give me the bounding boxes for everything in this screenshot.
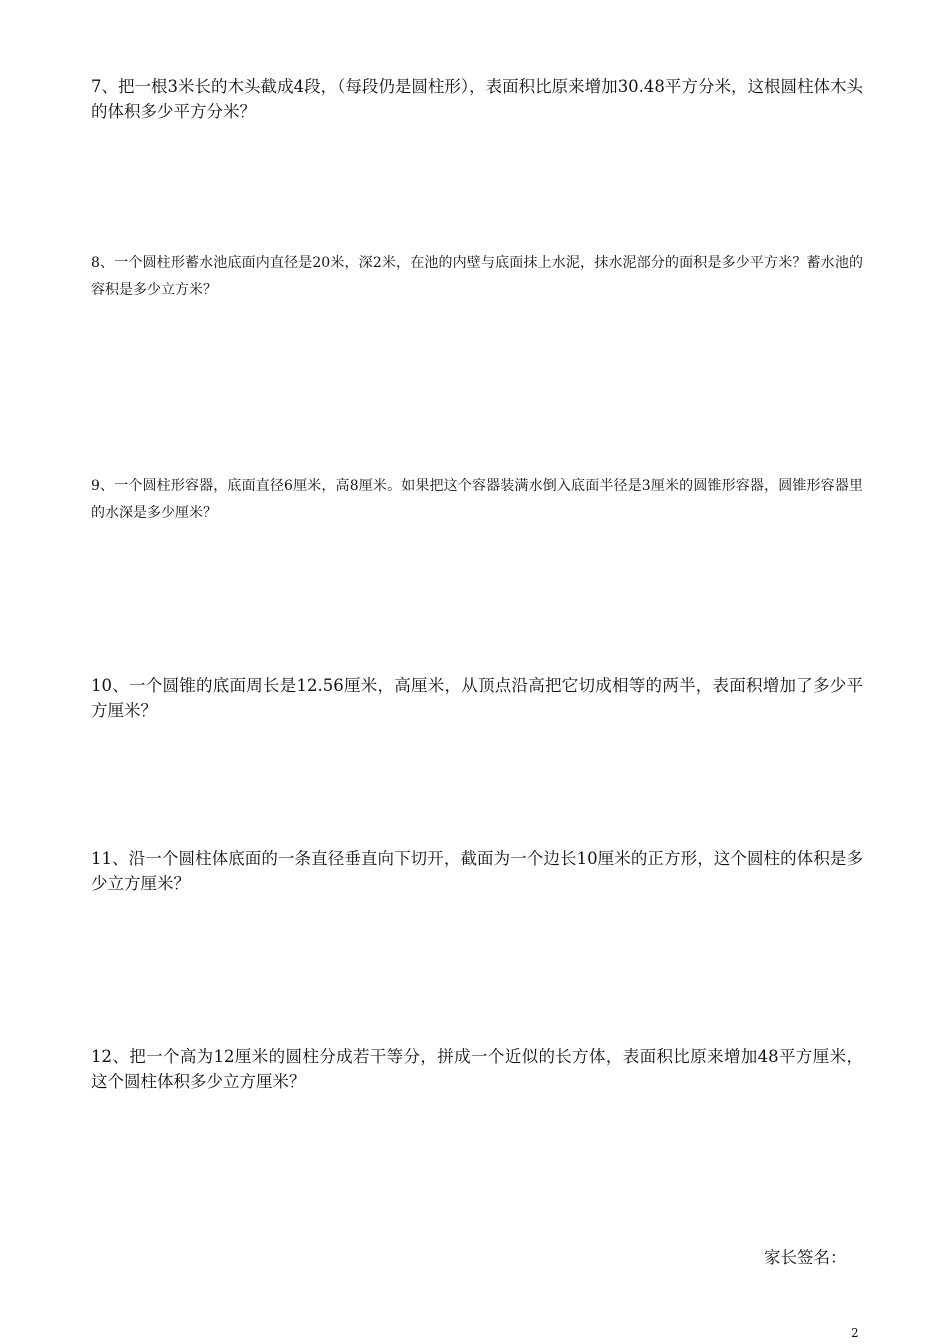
question-8: 8、一个圆柱形蓄水池底面内直径是20米，深2米，在池的内壁与底面抹上水泥，抹水泥部分的面积是多少平方米？蓄水池的容积是多少立方米？ xyxy=(91,255,863,298)
question-9: 9、一个圆柱形容器，底面直径6厘米，高8厘米。如果把这个容器装满水倒入底面半径是3厘米的圆锥形容器，圆锥形容器里的水深是多少厘米？ xyxy=(91,478,863,521)
parent-signature-label: 家长签名： xyxy=(764,1248,847,1267)
question-10: 10、一个圆锥的底面周长是12.56厘米，高厘米，从顶点沿高把它切成相等的两半，表面积增加了多少平方厘米？ xyxy=(91,676,863,720)
question-12: 12、把一个高为12厘米的圆柱分成若干等分，拼成一个近似的长方体，表面积比原来增加48平方厘米，这个圆柱体积多少立方厘米？ xyxy=(91,1047,863,1091)
question-11: 11、沿一个圆柱体底面的一条直径垂直向下切开，截面为一个边长10厘米的正方形，这个圆柱的体积是多少立方厘米？ xyxy=(91,849,863,893)
question-7: 7、把一根3米长的木头截成4段，（每段仍是圆柱形），表面积比原来增加30.48平方分米，这根圆柱体木头的体积多少平方分米？ xyxy=(91,77,863,121)
page-number: 2 xyxy=(851,1326,859,1340)
